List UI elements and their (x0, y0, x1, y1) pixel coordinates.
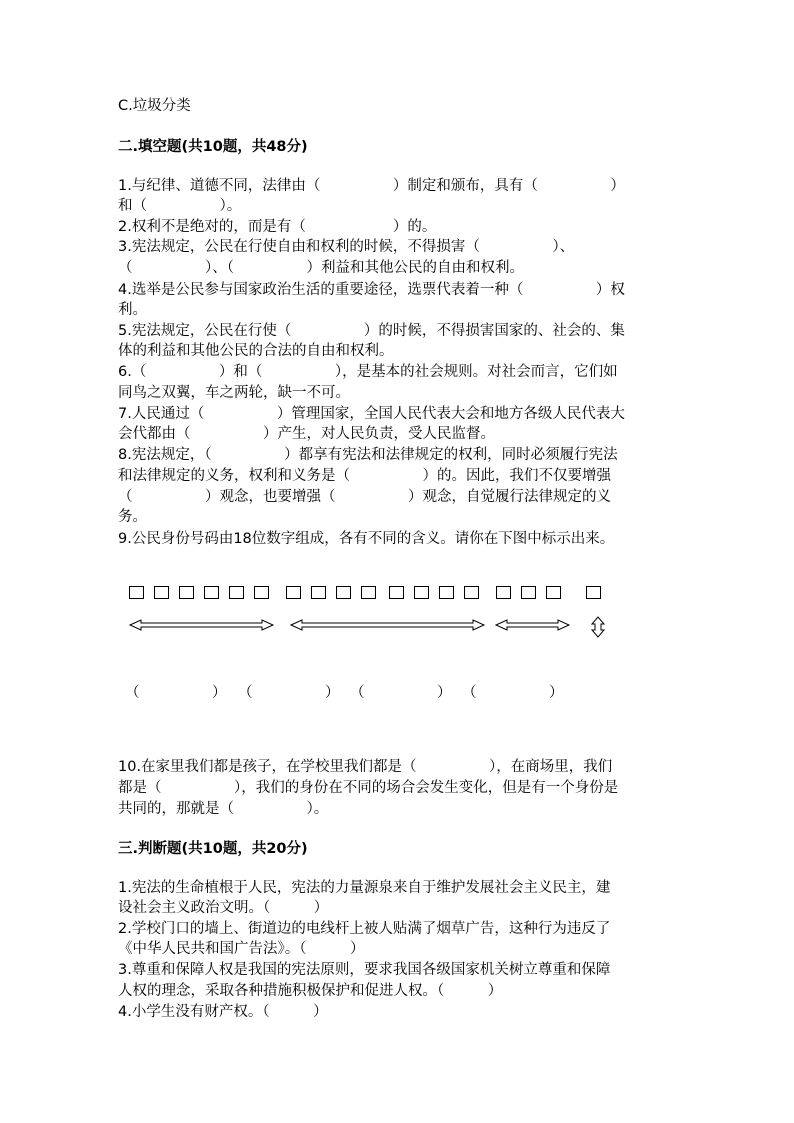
question-line: 9.公民身份号码由18位数字组成，各有不同的含义。请你在下图中标示出来。 (118, 531, 615, 547)
question-line: 《中华人民共和国广告法》。（ ） (118, 941, 365, 957)
id-answer-parens (0, 681, 794, 701)
question-line: 都是（ ），我们的身份在不同的场合会发生变化，但是有一个身份是 (118, 780, 619, 796)
id-digit-box (179, 586, 194, 599)
id-digit-box (254, 586, 269, 599)
id-digit-box (496, 586, 511, 599)
double-arrow-segment-2 (291, 620, 484, 630)
question-line: 4.选举是公民参与国家政治生活的重要途径，选票代表着一种（ ）权 (118, 282, 625, 298)
question-line: 3.宪法规定，公民在行使自由和权利的时候，不得损害（ ）、 (118, 239, 575, 255)
question-line: 3.尊重和保障人权是我国的宪法原则，要求我国各级国家机关树立尊重和保障 (118, 962, 611, 978)
question-line: 2.权利不是绝对的，而是有（ ）的。 (118, 219, 437, 235)
id-digit-box (389, 586, 404, 599)
id-digit-box (414, 586, 429, 599)
id-digit-box (361, 586, 376, 599)
up-down-arrow (592, 617, 604, 637)
id-digit-box (336, 586, 351, 599)
id-digit-box (546, 586, 561, 599)
id-digit-box (521, 586, 536, 599)
id-digit-box (311, 586, 326, 599)
id-digit-box (129, 586, 144, 599)
answer-blank: （ ） (462, 685, 564, 701)
question-line: 6.（ ）和（ ），是基本的社会规则。对社会而言，它们如 (118, 364, 618, 380)
question-line: 同鸟之双翼，车之两轮，缺一不可。 (118, 385, 350, 401)
question-line: 1.与纪律、道德不同，法律由（ ）制定和颁布，具有（ ） (118, 178, 625, 194)
question-line: 1.宪法的生命植根于人民，宪法的力量源泉来自于维护发展社会主义民主，建 (118, 880, 611, 896)
question-line: 体的利益和其他公民的合法的自由和权利。 (118, 343, 394, 359)
id-digit-box (229, 586, 244, 599)
question-line: 共同的，那就是（ ）。 (118, 801, 329, 817)
question-line: 4.小学生没有财产权。（ ） (118, 1004, 328, 1020)
answer-blank: （ ） (238, 685, 340, 701)
question-line: （ ）观念，也要增强（ ）观念，自觉履行法律规定的义 (118, 489, 611, 505)
question-line: 人权的理念，采取各种措施积极保护和促进人权。（ ） (118, 983, 503, 999)
id-digit-box (204, 586, 219, 599)
double-arrow-segment-1 (130, 620, 273, 630)
id-segment-arrows (0, 614, 794, 640)
question-line: 8.宪法规定，（ ）都享有宪法和法律规定的权利，同时必须履行宪法 (118, 447, 618, 463)
section-true-false-heading: 三.判断题(共10题，共20分) (118, 841, 308, 857)
question-line: 10.在家里我们都是孩子，在学校里我们都是（ ），在商场里，我们 (118, 759, 613, 775)
question-line: 2.学校门口的墙上、街道边的电线杆上被人贴满了烟草广告，这种行为违反了 (118, 921, 611, 937)
id-digit-box (464, 586, 479, 599)
id-digit-box (439, 586, 454, 599)
answer-blank: （ ） (350, 685, 452, 701)
id-digit-box (154, 586, 169, 599)
id-digit-box (286, 586, 301, 599)
question-line: 7.人民通过（ ）管理国家，全国人民代表大会和地方各级人民代表大 (118, 406, 625, 422)
double-arrow-segment-3 (496, 620, 569, 630)
answer-blank: （ ） (125, 685, 227, 701)
question-line: 和（ ）。 (118, 198, 242, 214)
question-line: 设社会主义政治文明。（ ） (118, 900, 329, 916)
question-line: 和法律规定的义务，权利和义务是（ ）的。因此，我们不仅要增强 (118, 468, 611, 484)
question-line: 会代都由（ ）产生，对人民负责，受人民监督。 (118, 426, 495, 442)
question-line: 务。 (118, 509, 147, 525)
question-line: 利。 (118, 302, 147, 318)
question-line: （ ）、（ ）利益和其他公民的自由和权利。 (118, 260, 524, 276)
question-line: 5.宪法规定，公民在行使（ ）的时候，不得损害国家的、社会的、集 (118, 323, 625, 339)
previous-question-option: C.垃圾分类 (118, 98, 191, 114)
section-fill-in-heading: 二.填空题(共10题，共48分) (118, 139, 308, 155)
id-digit-box (586, 586, 601, 599)
